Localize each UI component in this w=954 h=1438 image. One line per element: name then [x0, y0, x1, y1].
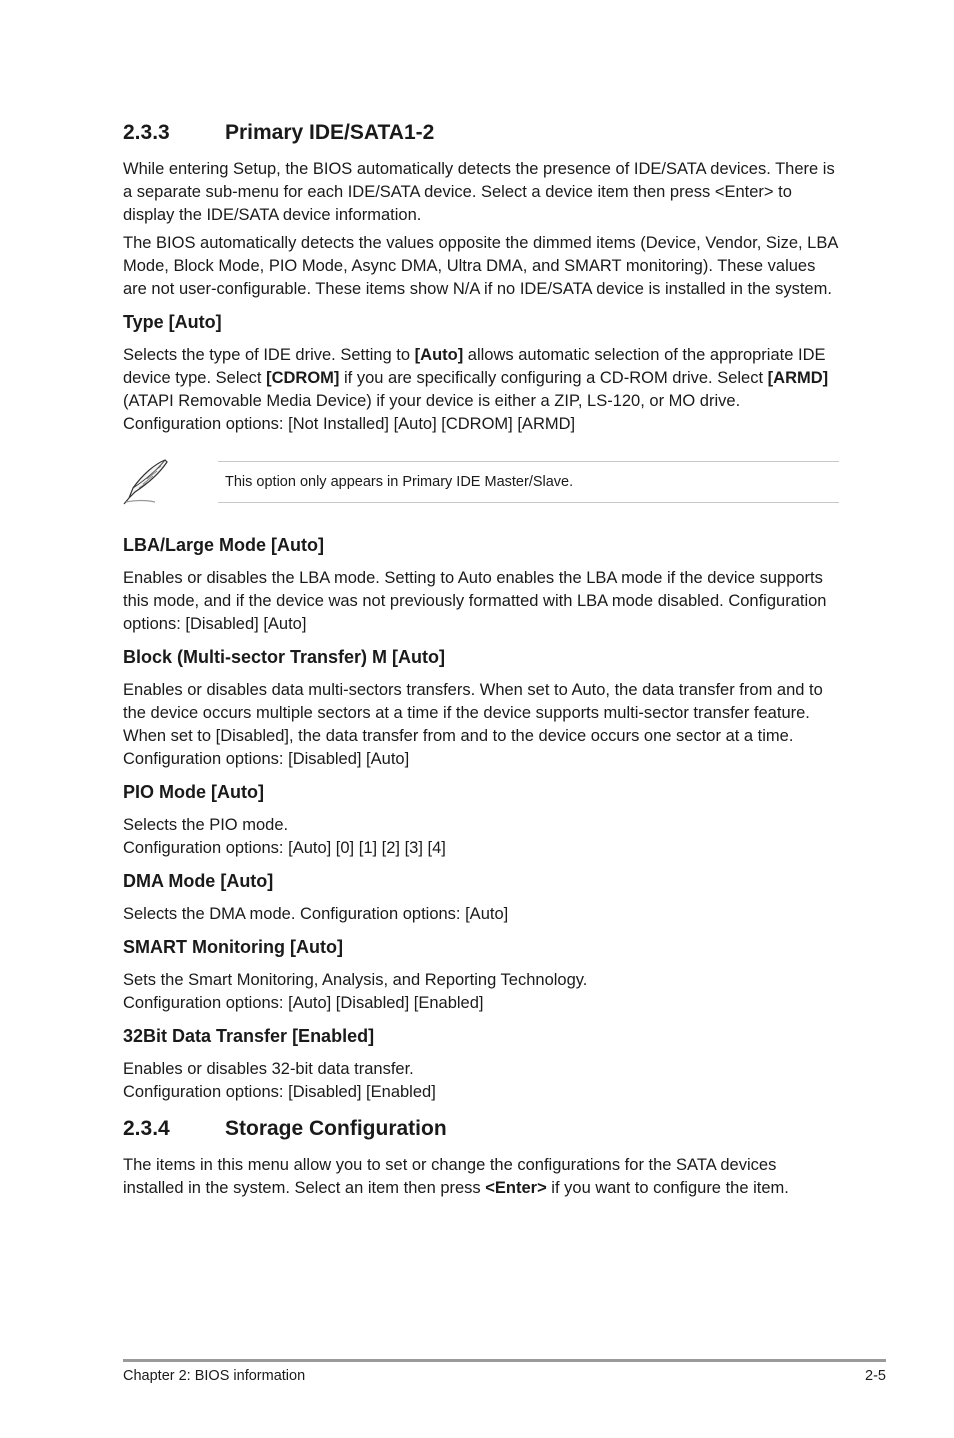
note-text: This option only appears in Primary IDE Master/Slave.	[218, 461, 839, 503]
footer-page-number: 2-5	[865, 1368, 886, 1384]
item-heading-32bit: 32Bit Data Transfer [Enabled]	[123, 1026, 375, 1046]
page-footer	[123, 1359, 886, 1384]
item-heading-dma: DMA Mode [Auto]	[123, 871, 274, 891]
section-intro	[123, 158, 839, 301]
paragraph: While entering Setup, the BIOS automatically detects the presence of IDE/SATA devices. There is a separate sub-menu for each IDE/SATA device. Select a device item then press <Enter> to display the IDE/SATA device information.	[123, 160, 835, 224]
paragraph: Selects the type of IDE drive. Setting to [Auto] allows automatic selection of the appropriate IDE device type. Select [CDROM] if you are specifically configuring a CD-ROM drive. Select [ARMD] (ATAPI Removable Media Device) if your device is either a ZIP, LS-120, or MO drive. Configuration options: [Not Installed] [Auto] [CDROM] [ARMD]	[123, 346, 829, 433]
item-heading-type: Type [Auto]	[123, 312, 222, 332]
section-intro-storage	[123, 1154, 839, 1200]
section-heading-primary-ide	[123, 118, 839, 148]
item-description-smart	[123, 969, 839, 1015]
item-description-dma	[123, 903, 839, 926]
page-content	[123, 118, 839, 1208]
item-description-block	[123, 679, 839, 771]
item-heading-block: Block (Multi-sector Transfer) M [Auto]	[123, 647, 446, 667]
section-title: Primary IDE/SATA1-2	[225, 121, 435, 144]
section-number: 2.3.3	[123, 121, 170, 144]
paragraph: Sets the Smart Monitoring, Analysis, and Reporting Technology. Configuration options: [Auto] [Disabled] [Enabled]	[123, 971, 588, 1012]
paragraph: Selects the DMA mode. Configuration options: [Auto]	[123, 905, 509, 923]
paragraph: The items in this menu allow you to set or change the configurations for the SATA devices installed in the system. Select an item then press <Enter> if you want to configure the item.	[123, 1156, 789, 1197]
item-description-32bit	[123, 1058, 839, 1104]
paragraph: The BIOS automatically detects the values opposite the dimmed items (Device, Vendor, Size, LBA Mode, Block Mode, PIO Mode, Async DMA, Ultra DMA, and SMART monitoring). These values are not user-configurable. These items show N/A if no IDE/SATA device is installed in the system.	[123, 234, 838, 298]
paragraph: Enables or disables the LBA mode. Setting to Auto enables the LBA mode if the device supports this mode, and if the device was not previously formatted with LBA mode disabled. Configuration options: [Disabled] [Auto]	[123, 569, 827, 633]
item-description-pio	[123, 814, 839, 860]
note-callout	[123, 458, 839, 506]
item-description-type	[123, 344, 839, 436]
paragraph: Enables or disables 32-bit data transfer. Configuration options: [Disabled] [Enabled]	[123, 1060, 436, 1101]
item-heading-pio: PIO Mode [Auto]	[123, 782, 264, 802]
item-heading-smart: SMART Monitoring [Auto]	[123, 937, 343, 957]
paragraph: Selects the PIO mode. Configuration options: [Auto] [0] [1] [2] [3] [4]	[123, 816, 446, 857]
pen-note-icon	[121, 458, 216, 506]
footer-chapter: Chapter 2: BIOS information	[123, 1368, 306, 1384]
paragraph: Enables or disables data multi-sectors transfers. When set to Auto, the data transfer from and to the device occurs multiple sectors at a time if the device supports multi-sector transfer feature. When set to [Disabled], the data transfer from and to the device occurs one sector at a time. Configuration options: [Disabled] [Auto]	[123, 681, 823, 768]
item-description-lba	[123, 567, 839, 636]
item-heading-lba: LBA/Large Mode [Auto]	[123, 535, 324, 555]
section-title: Storage Configuration	[225, 1117, 447, 1140]
section-heading-storage	[123, 1114, 839, 1144]
section-number: 2.3.4	[123, 1117, 170, 1140]
